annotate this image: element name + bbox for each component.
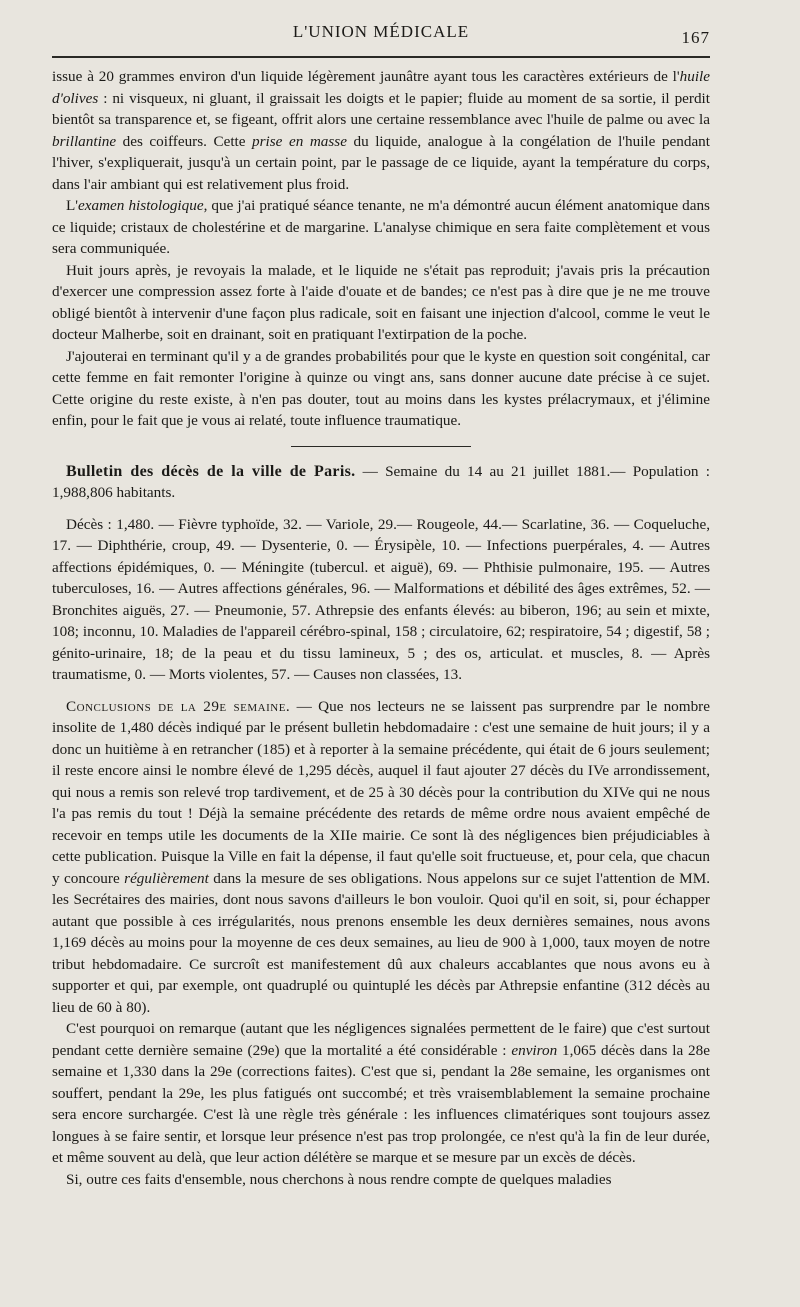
journal-title: L'UNION MÉDICALE: [292, 22, 470, 41]
paragraph-continued: issue à 20 grammes environ d'un liquide légèrement jaunâtre ayant tous les caractères extérieurs de l'huile d'olives : ni visqueux, ni gluant, il graissait les doigts et le papier; fluide au moment de sa sortie, il perdit bientôt sa transparence et, se figeant, offrit alors une certaine ressemblance avec l'huile de palme ou avec la brillantine des coiffeurs. Cette prise en masse du liquide, analogue à la congélation de l'huile pendant l'hiver, s'expliquerait, jusqu'à un certain point, par le passage de ce liquide, ayant la température du corps, dans l'air ambiant qui est relativement plus froid.: [52, 68, 710, 193]
bulletin-title: Bulletin des décès de la ville de Paris.: [66, 462, 356, 480]
conclusions-heading: Conclusions de la 29e semaine.: [66, 697, 291, 715]
running-head: [52, 18, 710, 52]
bulletin-deaths: Décès : 1,480. — Fièvre typhoïde, 32. — Variole, 29.— Rougeole, 44.— Scarlatine, 36. — Coqueluche, 17. — Diphthérie, croup, 49. — Dysenterie, 0. — Érysipèle, 10. — Infections puerpérales, 4. — Autres affections épidémiques, 0. — Méningite (tubercul. et aiguë), 69. — Phthisie pulmonaire, 195. — Autres tuberculoses, 16. — Autres affections générales, 96. — Malformations et débilité des âges extrêmes, 52. — Bronchites aiguës, 27. — Pneumonie, 57. Athrepsie des enfants élevés: au biberon, 196; au sein et mixte, 108; inconnu, 10. Maladies de l'appareil cérébro-spinal, 158 ; circulatoire, 62; respiratoire, 54 ; digestif, 58 ; génito-urinaire, 18; de la peau et du tissu lamineux, 5 ; des os, articulat. et muscles, 8. — Après traumatisme, 0. — Morts violentes, 57. — Causes non classées, 13.: [52, 515, 710, 683]
conclusions-paragraph: Conclusions de la 29e semaine. — Que nos lecteurs ne se laissent pas surprendre par le nombre insolite de 1,480 décès indiqué par le présent bulletin hebdomadaire : c'est une semaine de huit jours; il y a donc un huitième à en retrancher (185) et à reporter à la semaine précédente, qui était de 6 jours seulement; il reste encore ainsi le nombre élevé de 1,295 décès, auquel il faut ajouter 27 décès du IVe arrondissement, qui nous a remis son relevé trop tardivement, et de 25 à 30 décès pour la contribution du XIVe qui ne nous l'a pas remis du tout ! Déjà la semaine précédente des retards de même ordre nous avaient empêché de recevoir en temps utile les documents de la XIIe mairie. Ce sont là des négligences bien préjudiciables à cette publication. Puisque la Ville en fait la dépense, il faut qu'elle soit fructueuse, et, pour cela, que chacun y concoure régulièrement dans la mesure de ses obligations. Nous appelons sur ce sujet l'attention de MM. les Secrétaires des mairies, dont nous savons d'ailleurs le bon vouloir. Quoi qu'il en soit, si, pour échapper autant que possible à ces irrégularités, nous prenons ensemble les deux dernières semaines, nous avons 1,169 décès au moins pour la moyenne de ces deux semaines, au lieu de 900 à 1,000, taux moyen de notre tribut hebdomadaire. Ce surcroît est manifestement dû aux chaleurs accablantes que nous avons eu à supporter et qui, par exemple, ont quadruplé ou quintuplé les décès par Athrepsie enfantine (312 décès au lieu de 60 à 80).: [52, 697, 710, 1016]
paragraph-histology: L'examen histologique, que j'ai pratiqué séance tenante, ne m'a démontré aucun élément anatomique dans ce liquide; cristaux de cholestérine et de margarine. L'analyse chimique en sera faite complètement et vous sera communiquée.: [52, 197, 710, 257]
bulletin-heading: [52, 461, 710, 504]
page-number: 167: [681, 28, 710, 47]
bulletin-week: — Semaine du 14 au 21 juillet 1881.— Population : 1,988,806 habitants.: [52, 462, 710, 501]
paragraph-conclusion: J'ajouterai en terminant qu'il y a de grandes probabilités pour que le kyste en question soit congénital, car cette femme en fait remonter l'origine à quinze ou vingt ans, sans donner aucune date précise à ce sujet. Cette origine du reste existe, à n'en pas douter, tout au moins dans les kystes prélacrymaux, et j'élimine enfin, pour le fait que je vous ai relaté, toute influence traumatique.: [52, 347, 710, 429]
mortality-paragraph: C'est pourquoi on remarque (autant que les négligences signalées permettent de le faire) que c'est surtout pendant cette dernière semaine (29e) que la mortalité a été considérable : environ 1,065 décès dans la 28e semaine et 1,330 dans la 29e (corrections faites). C'est que si, pendant la 28e semaine, les organismes ont souffert, pendant la 29e, les plus fatigués ont succombé; et très vraisemblablement la semaine prochaine sera encore surchargée. C'est là une règle très générale : les influences climatériques sont toujours assez longues à se faire sentir, et lorsque leur présence n'est pas trop prolongée, ce n'est qu'à la fin de leur durée, et même souvent au delà, que leur action délétère se marque et se mesure par un excès de décès.: [52, 1020, 710, 1166]
header-rule: [52, 56, 710, 58]
section-separator: [291, 446, 471, 447]
final-paragraph: Si, outre ces faits d'ensemble, nous cherchons à nous rendre compte de quelques maladies: [66, 1170, 612, 1188]
paragraph-follow-up: Huit jours après, je revoyais la malade, et le liquide ne s'était pas reproduit; j'avais pris la précaution d'exercer une compression assez forte à l'aide d'ouate et de bandes; ce n'est pas à dire que je ne me trouve obligé bientôt à intervenir d'une façon plus radicale, soit en faisant une injection d'alcool, comme le veut le docteur Malherbe, soit en drainant, soit en pratiquant l'extirpation de la poche.: [52, 261, 710, 343]
